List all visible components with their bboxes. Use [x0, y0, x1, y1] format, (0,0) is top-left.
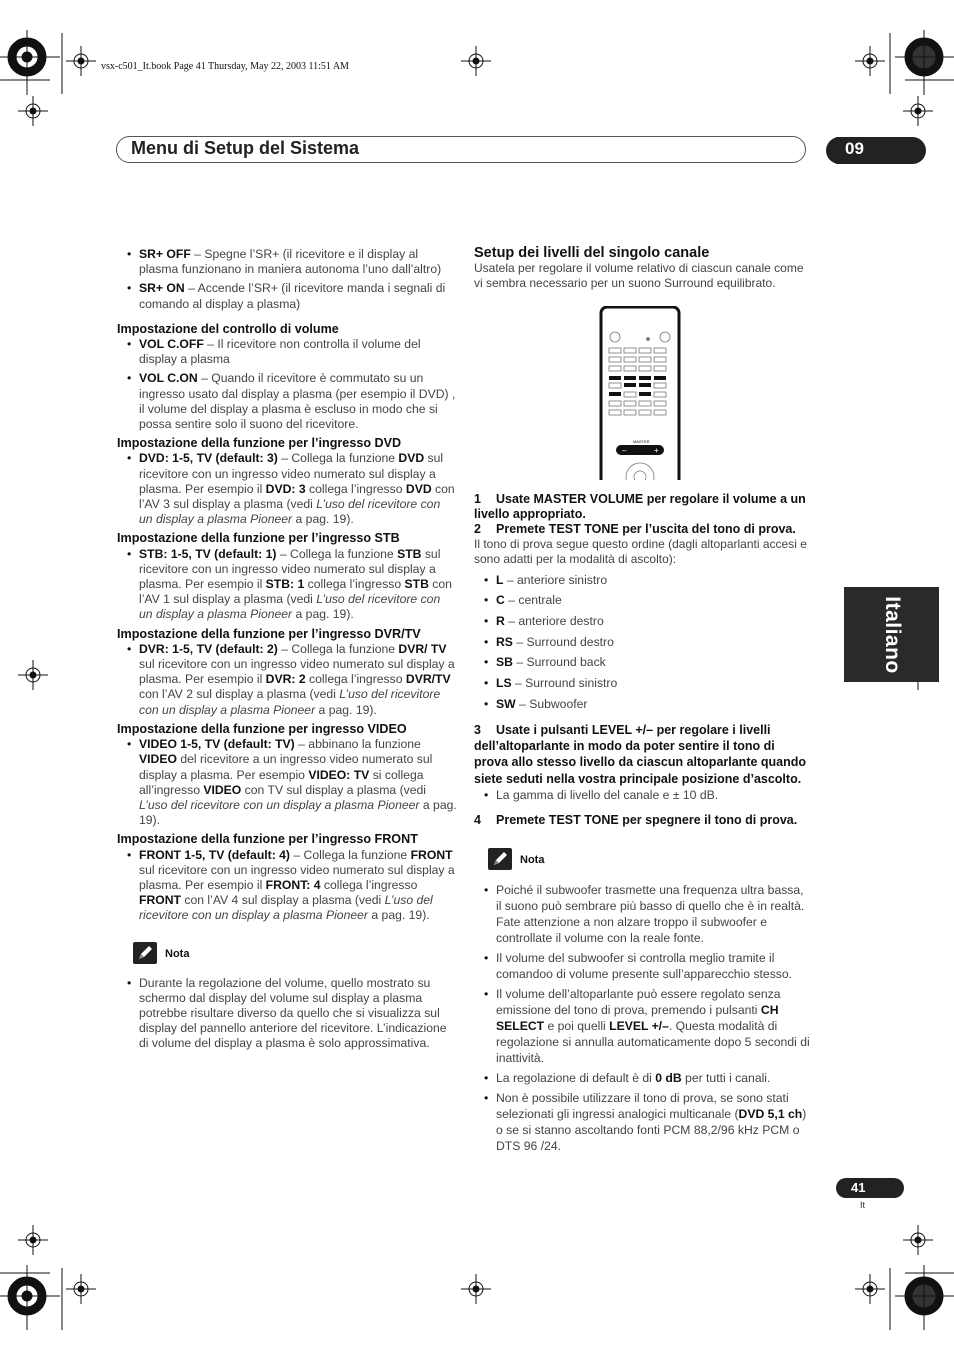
svg-text:–: –	[622, 445, 627, 455]
dvr-heading: Impostazione della funzione per l’ingresso DVR/TV	[117, 626, 421, 641]
front-heading: Impostazione della funzione per l’ingresso FRONT	[117, 832, 418, 847]
nota-list	[474, 882, 812, 1154]
dvd-list	[117, 451, 457, 527]
pencil-icon	[488, 848, 512, 870]
list-item: • Non è possibile utilizzare il tono di prova, se sono stati selezionati gli ingressi analogici multicanale (DVD 5,1 ch) o se si stanno ascoltando fonti PCM 88,2/96 kHz PCM o DTS 96 /24.	[474, 1090, 812, 1154]
sr-list	[117, 247, 457, 312]
page-title: Menu di Setup del Sistema	[131, 138, 360, 158]
video-heading: Impostazione della funzione per ingresso VIDEO	[117, 721, 407, 736]
list-item: • STB: 1-5, TV (default: 1) – Collega la funzione STB sul ricevitore con un ingresso video numerato sul display a plasma. Per esempio il STB: 1 collega l’ingresso STB con l’AV 1 sul display a plasma (vedi L’uso del ricevitore con un display a plasma Pioneer a pag. 19).	[117, 547, 457, 623]
nota-label: Nota	[165, 947, 190, 960]
list-item: • VOL C.OFF – Il ricevitore non controlla il volume del display a plasma	[117, 337, 457, 367]
channel-list	[474, 573, 812, 712]
list-item: • SB – Surround back	[474, 655, 812, 670]
section-heading: Setup dei livelli del singolo canale	[474, 245, 710, 261]
step-3: 3 Usate i pulsanti LEVEL +/– per regolare i livelli dell’altoparlante in modo da poter sentire il tono di prova allo stesso livello da ciascun altoparlante quando siete seduti nella vostra principale posizione d’ascolto.	[474, 723, 807, 786]
nota-block	[133, 942, 457, 966]
vol-list	[117, 337, 457, 432]
list-item: • Il volume del subwoofer si controlla meglio tramite il comandoo di volume presente sull’apparecchio stesso.	[474, 950, 812, 982]
list-item: • SW – Subwoofer	[474, 697, 812, 712]
list-item: • L – anteriore sinistro	[474, 573, 812, 588]
remote-label-bottom: VOLUME	[633, 443, 650, 449]
list-item: • FRONT 1-5, TV (default: 4) – Collega la funzione FRONT sul ricevitore con un ingresso video numerato sul display a plasma. Per esempio il FRONT: 4 collega l’ingresso FRONT con l’AV 4 sul display a plasma (vedi L’uso del ricevitore con un display a plasma Pioneer a pag. 19).	[117, 848, 457, 924]
step-3-list	[474, 788, 812, 803]
list-item: • La gamma di livello del canale e ± 10 dB.	[474, 788, 812, 803]
step-2-text: Il tono di prova segue questo ordine (dagli altoparlanti accesi e sono adatti per la modalità di ascolto):	[474, 537, 807, 567]
right-column	[474, 246, 812, 1158]
page-number: 41	[836, 1178, 904, 1198]
list-item: • DVR: 1-5, TV (default: 2) – Collega la funzione DVR/ TV sul ricevitore con un ingresso video numerato sul display a plasma. Per esempio il DVR: 2 collega l’ingresso DVR/TV con l’AV 2 sul display a plasma (vedi L’uso del ricevitore con un display a plasma Pioneer a pag. 19).	[117, 642, 457, 718]
dvr-list	[117, 642, 457, 718]
page-language: It	[860, 1200, 866, 1210]
list-item: • Durante la regolazione del volume, quello mostrato su schermo dal display del volume sul display a plasma potrebbe risultare diverso da quello che si visualizza sul display del pannello anteriore del ricevitore. L’indicazione di volume del display a plasma è solo approssimativa.	[117, 976, 457, 1052]
vol-heading: Impostazione del controllo di volume	[117, 321, 339, 336]
list-item: • C – centrale	[474, 593, 812, 608]
step-4: 4 Premete TEST TONE per spegnere il tono di prova.	[474, 813, 798, 828]
stb-heading: Impostazione della funzione per l’ingresso STB	[117, 531, 400, 546]
dvd-heading: Impostazione della funzione per l’ingresso DVD	[117, 436, 402, 451]
language-text: Italiano	[880, 595, 904, 674]
nota-block	[488, 848, 812, 872]
video-list	[117, 737, 457, 828]
list-item: • Il volume dell’altoparlante può essere regolato senza emissione del tono di prova, premendo i pulsanti CH SELECT e poi quelli LEVEL +/–. Questa modalità di regolazione si annulla automaticamente dopo 5 secondi di inattività.	[474, 986, 812, 1066]
remote-control-image	[474, 306, 812, 480]
chapter-number: 09	[836, 137, 926, 164]
intro-text: Usatela per regolare il volume relativo di ciascun canale come vi sembra necessario per un suono Surround equilibrato.	[474, 261, 804, 291]
left-column	[117, 247, 457, 1056]
list-item: • VOL C.ON – Quando il ricevitore è commutato su un ingresso usato dal display a plasma (per esempio il DVD) , il volume del display a plasma è escluso in modo che si possa sentire solo il suono del ricevitore.	[117, 371, 457, 432]
language-label	[845, 587, 938, 682]
step-1: 1 Usate MASTER VOLUME per regolare il volume a un livello appropriato.	[474, 491, 806, 521]
list-item: • DVD: 1-5, TV (default: 3) – Collega la funzione DVD sul ricevitore con un ingresso video numerato sul display a plasma. Per esempio il DVD: 3 collega l’ingresso DVD con l’AV 3 sul display a plasma (vedi L’uso del ricevitore con un display a plasma Pioneer a pag. 19).	[117, 451, 457, 527]
list-item: • R – anteriore destro	[474, 614, 812, 629]
svg-text:+: +	[654, 445, 659, 455]
list-item: • RS – Surround destro	[474, 635, 812, 650]
step-2: 2 Premete TEST TONE per l’uscita del tono di prova.	[474, 522, 796, 537]
list-item: • La regolazione di default è di 0 dB per tutti i canali.	[474, 1070, 812, 1086]
remote-illustration	[474, 306, 812, 480]
stb-list	[117, 547, 457, 623]
list-item: • SR+ ON – Accende l’SR+ (il ricevitore manda i segnali di comando al display a plasma)	[117, 281, 457, 311]
list-item: • VIDEO 1-5, TV (default: TV) – abbinano la funzione VIDEO del ricevitore a un ingresso video numerato sul display a plasma. Per esempio VIDEO: TV si collega all’ingresso VIDEO con TV sul display a plasma (vedi L’uso del ricevitore con un display a plasma Pioneer a pag. 19).	[117, 737, 457, 828]
list-item: • LS – Surround sinistro	[474, 676, 812, 691]
printer-info: vsx-c501_It.book Page 41 Thursday, May 22, 2003 11:51 AM	[101, 61, 349, 72]
list-item: • Poiché il subwoofer trasmette una frequenza ultra bassa, il suono può sembrare più basso di quello che è in realtà. Fate attenzione a non alzare troppo il subwoofer e controllate il volume con la reale fonte.	[474, 882, 812, 946]
remote-label-top: MASTER	[633, 438, 650, 444]
nota-label: Nota	[520, 854, 545, 867]
front-list	[117, 848, 457, 924]
pencil-icon	[133, 942, 157, 964]
nota-list	[117, 976, 457, 1052]
list-item: • SR+ OFF – Spegne l’SR+ (il ricevitore e il display al plasma funzionano in maniera autonoma l’uno dall’altro)	[117, 247, 457, 277]
